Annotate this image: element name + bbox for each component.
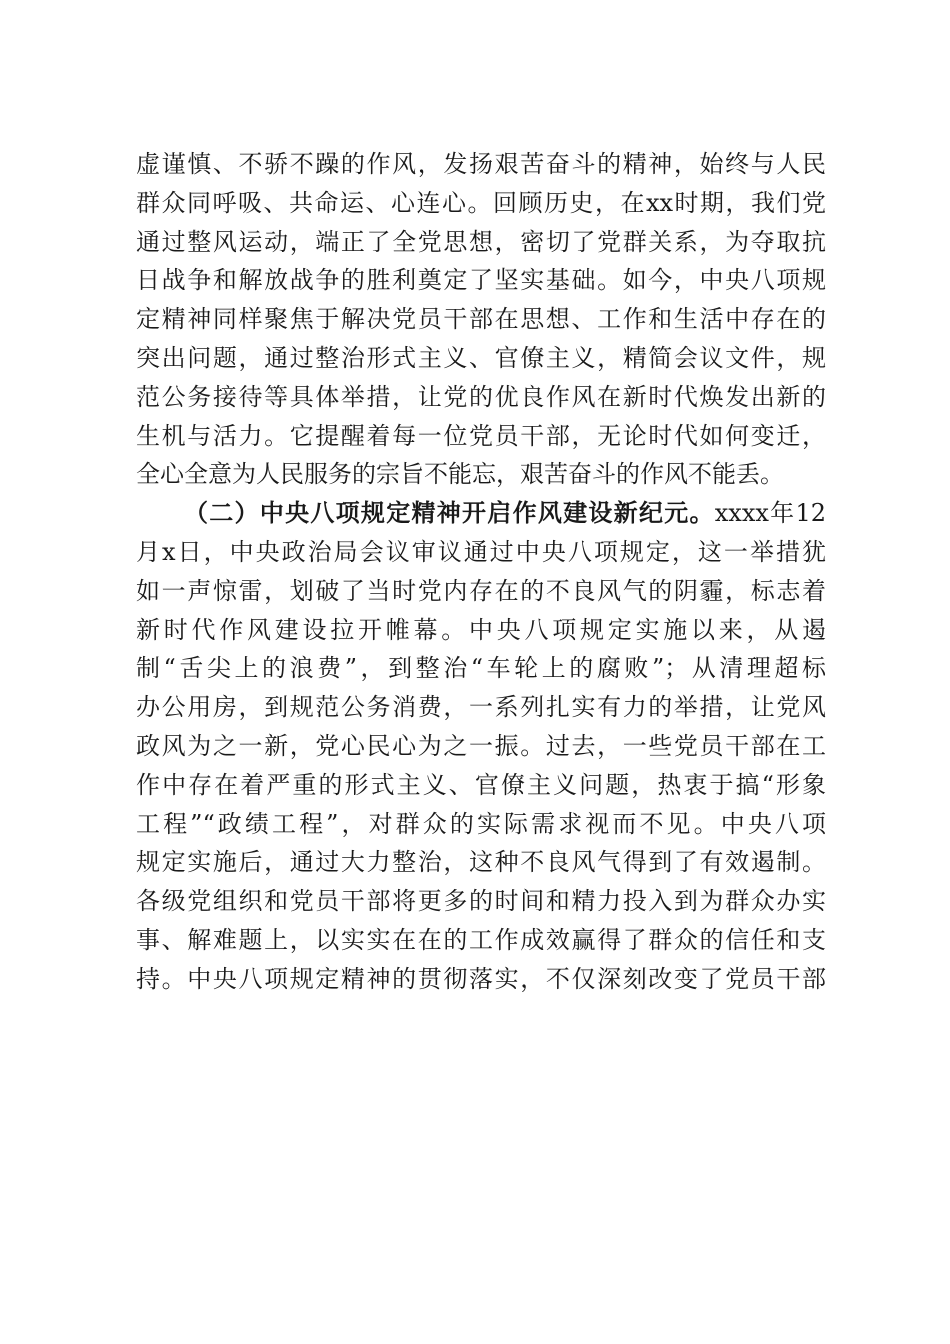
paragraph-line: 全心全意为人民服务的宗旨不能忘，艰苦奋斗的作风不能丢。 — [136, 460, 784, 489]
paragraph-line: 作中存在着严重的形式主义、官僚主义问题，热衷于搞“形象 — [136, 770, 826, 799]
paragraph-line: 各级党组织和党员干部将更多的时间和精力投入到为群众办实 — [136, 887, 826, 916]
paragraph-line: 定精神同样聚焦于解决党员干部在思想、工作和生活中存在的 — [136, 305, 826, 334]
paragraph-line: 制“舌尖上的浪费”，到整治“车轮上的腐败”；从清理超标 — [136, 654, 826, 683]
section-heading-tail: xxxx年12 — [714, 499, 826, 528]
paragraph-line: 政风为之一新，党心民心为之一振。过去，一些党员干部在工 — [136, 731, 826, 760]
paragraph-line: 工程”“政绩工程”，对群众的实际需求视而不见。中央八项 — [136, 809, 826, 838]
section-heading-line — [136, 494, 826, 533]
paragraph-line: 生机与活力。它提醒着每一位党员干部，无论时代如何变迁， — [136, 421, 826, 450]
paragraph-line: 如一声惊雷，划破了当时党内存在的不良风气的阴霾，标志着 — [136, 576, 826, 605]
paragraph-line: 月x日，中央政治局会议审议通过中央八项规定，这一举措犹 — [136, 537, 826, 566]
paragraph-line: 持。中央八项规定精神的贯彻落实，不仅深刻改变了党员干部 — [136, 964, 826, 993]
paragraph-line: 办公用房，到规范公务消费，一系列扎实有力的举措，让党风 — [136, 693, 826, 722]
paragraph-line: 通过整风运动，端正了全党思想，密切了党群关系，为夺取抗 — [136, 227, 826, 256]
body-text — [136, 145, 826, 999]
paragraph-line: 突出问题，通过整治形式主义、官僚主义，精简会议文件，规 — [136, 343, 826, 372]
section-heading: （二）中央八项规定精神开启作风建设新纪元。 — [184, 498, 715, 528]
paragraph-line: 群众同呼吸、共命运、心连心。回顾历史，在xx时期，我们党 — [136, 188, 826, 217]
paragraph-line: 虚谨慎、不骄不躁的作风，发扬艰苦奋斗的精神，始终与人民 — [136, 150, 826, 178]
paragraph-line: 日战争和解放战争的胜利奠定了坚实基础。如今，中央八项规 — [136, 266, 826, 295]
paragraph-line: 规定实施后，通过大力整治，这种不良风气得到了有效遏制。 — [136, 848, 826, 877]
paragraph-line: 范公务接待等具体举措，让党的优良作风在新时代焕发出新的 — [136, 382, 826, 411]
paragraph-line: 新时代作风建设拉开帷幕。中央八项规定实施以来，从遏 — [136, 615, 826, 644]
paragraph-line: 事、解难题上，以实实在在的工作成效赢得了群众的信任和支 — [136, 925, 826, 954]
